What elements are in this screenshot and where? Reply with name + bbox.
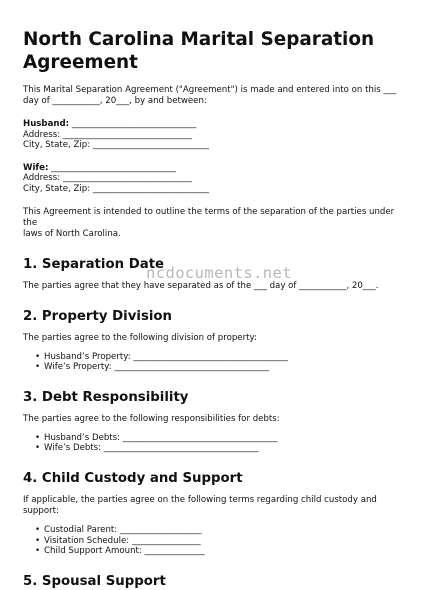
intro-line: This Marital Separation Agreement ("Agreement") is made and entered into on this ___ <box>23 85 397 95</box>
list-item: • Wife’s Debts: ____________________________________ <box>35 443 403 454</box>
husband-city-line: City, State, Zip: ___________________________ <box>23 140 209 151</box>
debt-list <box>23 433 403 454</box>
list-item: • Child Support Amount: ______________ <box>35 546 403 557</box>
purpose-line: This Agreement is intended to outline the terms of the separation of the parties under the <box>23 206 395 228</box>
section-text: The parties agree to the following responsibilities for debts: <box>23 413 280 424</box>
husband-label: Husband: <box>23 119 70 129</box>
section-text-line: support: <box>23 505 59 516</box>
wife-label: Wife: <box>23 162 49 173</box>
document-page <box>23 28 403 590</box>
section-heading: 1. Separation Date <box>23 256 165 272</box>
property-list <box>23 352 403 373</box>
section-text <box>23 495 403 517</box>
husband-name-line <box>23 119 403 130</box>
list-item: • Wife’s Property: ____________________________________ <box>35 362 403 373</box>
custody-list <box>23 525 403 557</box>
husband-block <box>23 119 403 151</box>
list-item: • Custodial Parent: ___________________ <box>35 525 403 536</box>
section-heading: 5. Spousal Support <box>23 573 166 589</box>
intro-line: day of ___________, 20___, by and between: <box>23 96 207 106</box>
intro-paragraph <box>23 85 403 107</box>
section-debt-responsibility <box>23 389 403 454</box>
section-heading: 3. Debt Responsibility <box>23 389 189 405</box>
wife-address-line: Address: ______________________________ <box>23 173 192 184</box>
wife-name-blank: _____________________________ <box>51 162 176 173</box>
section-heading: 2. Property Division <box>23 308 173 324</box>
list-item: • Visitation Schedule: ________________ <box>35 536 403 547</box>
husband-address-line: Address: ______________________________ <box>23 129 192 140</box>
purpose-paragraph <box>23 207 403 240</box>
purpose-line: laws of North Carolina. <box>23 228 121 239</box>
wife-block <box>23 163 403 195</box>
document-title: North Carolina Marital Separation Agreement <box>23 29 375 73</box>
wife-name-line <box>23 163 403 174</box>
section-child-custody <box>23 470 403 557</box>
section-property-division <box>23 308 403 373</box>
list-item: • Husband’s Property: ____________________________________ <box>35 352 403 363</box>
section-spousal-support <box>23 573 403 590</box>
section-text-line: If applicable, the parties agree on the following terms regarding child custody and <box>23 494 377 505</box>
section-text: The parties agree that they have separated as of the ___ day of ___________, 20___. <box>23 280 379 291</box>
wife-city-line: City, State, Zip: ___________________________ <box>23 183 209 194</box>
husband-name-blank: _____________________________ <box>71 119 197 129</box>
section-text: The parties agree to the following division of property: <box>23 332 257 343</box>
watermark: ncdocuments.net <box>146 264 292 282</box>
list-item: • Husband’s Debts: ____________________________________ <box>35 433 403 444</box>
section-heading: 4. Child Custody and Support <box>23 470 243 486</box>
